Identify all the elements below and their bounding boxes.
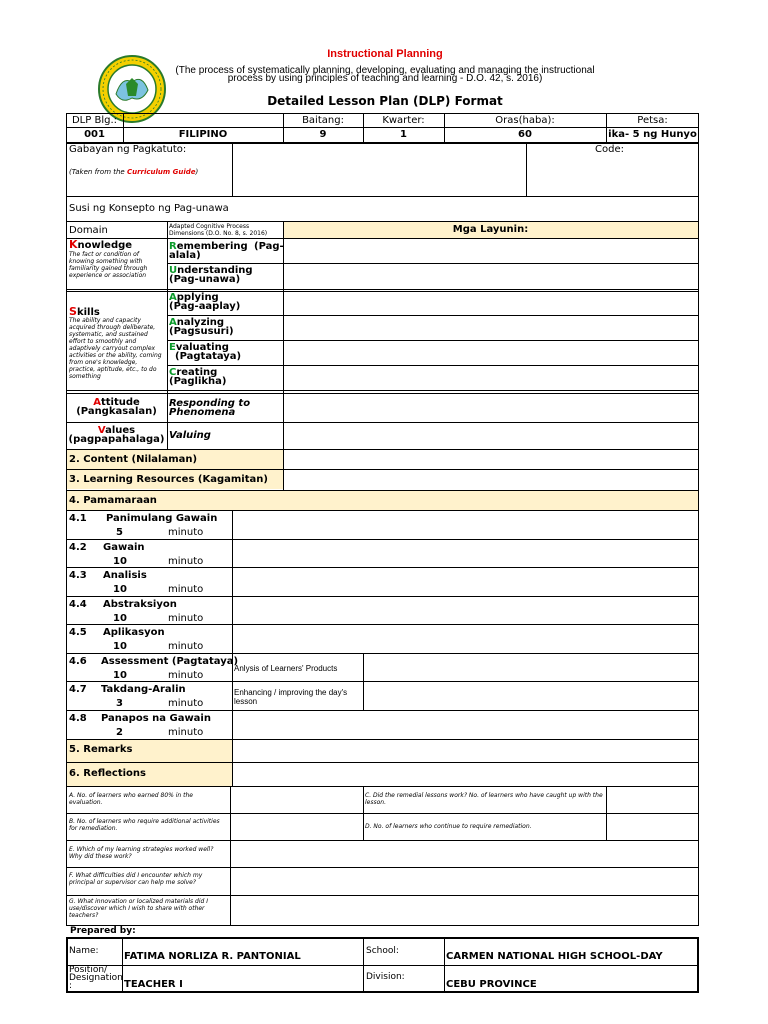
- step-7-mins: 3: [116, 698, 123, 709]
- skills-rest: kills: [76, 307, 100, 318]
- knowledge-rest: nowledge: [77, 240, 133, 251]
- oras-value: 60: [518, 129, 532, 140]
- kwarter-value: 1: [400, 129, 407, 140]
- baitang-value: 9: [319, 129, 327, 140]
- step-2-mins: 10: [113, 556, 127, 567]
- step-6-mins: 10: [113, 670, 127, 681]
- remarks-label: 5. Remarks: [69, 744, 133, 755]
- layunin-label: Mga Layunin:: [452, 224, 529, 235]
- remembering-tag: (Pag-: [254, 241, 284, 252]
- evaluating-cap: E: [169, 342, 176, 353]
- school-label: School:: [366, 946, 399, 956]
- pamamaraan-label: 4. Pamamaraan: [69, 495, 157, 506]
- attitude-level-1: Responding to: [169, 398, 251, 409]
- reflections-label: 6. Reflections: [69, 768, 146, 779]
- attitude-line2: (Pangkasalan): [76, 406, 157, 417]
- step-3-num: 4.3: [69, 570, 87, 581]
- pamamaraan-highlight: [67, 491, 698, 510]
- reflection-a: A. No. of learners who earned 80% in the evaluation.: [69, 792, 193, 806]
- creating-line2: (Paglikha): [169, 376, 227, 387]
- dimensions-label: Adapted Cognitive Process Dimensions (D.O. No. 8, s. 2016): [169, 223, 268, 237]
- division-value: CEBU PROVINCE: [446, 979, 537, 990]
- susi-label: Susi ng Konsepto ng Pag-unawa: [69, 203, 229, 214]
- step-6-note: Anlysis of Learners' Products: [234, 664, 338, 673]
- values-line2: (pagpapahalaga): [68, 434, 165, 445]
- step-7-unit: minuto: [168, 698, 204, 709]
- attitude-rest: ttitude: [100, 397, 140, 408]
- step-5-name: Aplikasyon: [103, 627, 165, 638]
- creating-rest: reating: [176, 367, 218, 378]
- position-label-1: Position/: [69, 965, 108, 975]
- step-7-name: Takdang-Aralin: [101, 684, 186, 695]
- step-5-unit: minuto: [168, 641, 204, 652]
- step-3-unit: minuto: [168, 584, 204, 595]
- attitude-level-2: Phenomena: [169, 407, 236, 418]
- position-value: TEACHER I: [124, 979, 183, 990]
- dlp-label: DLP Blg.:: [71, 115, 117, 126]
- step-8-num: 4.8: [69, 713, 87, 724]
- skills-desc: The ability and capacity acquired through deliberate, systematic, and sustained effort to smoothly and adaptively carryout complex activities or the ability, coming from one's knowledge, practice, aptitude, etc., to do something: [69, 317, 162, 380]
- step-6-name: Assessment (Pagtataya): [101, 656, 239, 667]
- step-2-num: 4.2: [69, 542, 87, 553]
- step-1-num: 4.1: [69, 513, 87, 524]
- step-7-note: Enhancing / improving the day's lesson: [234, 688, 348, 706]
- gabayan-label: Gabayan ng Pagkatuto:: [69, 144, 187, 155]
- name-value: FATIMA NORLIZA R. PANTONIAL: [124, 951, 301, 962]
- remembering-rest: emembering: [176, 241, 248, 252]
- step-7-num: 4.7: [69, 684, 87, 695]
- taken-prefix: (Taken from the: [69, 168, 127, 176]
- attitude-cap: A: [93, 397, 101, 408]
- dlp-value: 001: [84, 129, 105, 140]
- applying-cap: A: [169, 292, 177, 303]
- knowledge-desc: The fact or condition of knowing something with familiarity gained through experience or association: [69, 251, 148, 279]
- remembering-line2: alala): [169, 250, 201, 261]
- step-6-unit: minuto: [168, 670, 204, 681]
- step-1-name: Panimulang Gawain: [106, 513, 218, 524]
- evaluating-line2: (Pagtataya): [175, 351, 242, 362]
- creating-cap: C: [169, 367, 177, 378]
- reflection-f: F. What difficulties did I encounter which my principal or supervisor can help me solve?: [69, 872, 203, 886]
- petsa-value: ika- 5 ng Hunyo: [608, 129, 697, 140]
- step-3-name: Analisis: [103, 570, 147, 581]
- step-1-unit: minuto: [168, 527, 204, 538]
- analyzing-line2: (Pagsusuri): [169, 326, 234, 337]
- analyzing-rest: nalyzing: [176, 317, 225, 328]
- step-6-num: 4.6: [69, 656, 87, 667]
- values-rest: alues: [105, 425, 136, 436]
- kwarter-label: Kwarter:: [382, 115, 425, 126]
- applying-rest: pplying: [176, 292, 219, 303]
- taken-suffix: ): [195, 168, 199, 176]
- curriculum-guide-link: Curriculum Guide: [126, 168, 196, 176]
- content-label: 2. Content (Nilalaman): [69, 454, 198, 465]
- step-5-num: 4.5: [69, 627, 87, 638]
- reflection-b: B. No. of learners who require additional activities for remediation.: [69, 818, 220, 832]
- step-4-mins: 10: [113, 613, 127, 624]
- knowledge-cap: K: [69, 238, 78, 251]
- name-label: Name:: [69, 946, 99, 956]
- subtitle-line-1: (The process of systematically planning, developing, evaluating and managing the instructional: [175, 65, 595, 76]
- applying-line2: (Pag-aaplay): [169, 301, 241, 312]
- form-title: Detailed Lesson Plan (DLP) Format: [267, 94, 503, 108]
- oras-label: Oras(haba):: [495, 115, 555, 126]
- step-8-mins: 2: [116, 727, 123, 738]
- subtitle-line-2: process by using principles of teaching and learning - D.O. 42, s. 2016): [227, 73, 543, 84]
- step-4-name: Abstraksiyon: [103, 599, 177, 610]
- understanding-cap: U: [169, 265, 178, 276]
- reflection-g: G. What innovation or localized materials did I use/discover which I wish to share with other teachers?: [69, 898, 208, 919]
- resources-label: 3. Learning Resources (Kagamitan): [69, 474, 268, 485]
- skills-cap: S: [69, 305, 77, 318]
- knowledge-label: [69, 239, 132, 251]
- curriculum-guide-note: [69, 168, 198, 176]
- values-cap: V: [97, 425, 106, 436]
- understanding-line2: (Pag-unawa): [169, 274, 241, 285]
- reflection-d: D. No. of learners who continue to require remediation.: [365, 823, 532, 830]
- analyzing-cap: A: [169, 317, 177, 328]
- step-2-unit: minuto: [168, 556, 204, 567]
- domain-label: Domain: [69, 225, 108, 236]
- prepared-label: Prepared by:: [70, 926, 136, 936]
- step-8-unit: minuto: [168, 727, 204, 738]
- step-3-mins: 10: [113, 584, 127, 595]
- understanding-rest: nderstanding: [177, 265, 253, 276]
- position-label-2: Designation: [69, 973, 123, 983]
- petsa-label: Petsa:: [637, 115, 668, 126]
- remembering-cap: R: [169, 241, 177, 252]
- values-level: Valuing: [169, 430, 211, 441]
- step-8-name: Panapos na Gawain: [101, 713, 211, 724]
- subject-value: FILIPINO: [178, 129, 228, 140]
- step-5-mins: 10: [113, 641, 127, 652]
- reflection-c: C. Did the remedial lessons work? No. of learners who have caught up with the lesson.: [365, 792, 603, 806]
- school-value: CARMEN NATIONAL HIGH SCHOOL-DAY: [446, 951, 663, 962]
- code-label: Code:: [595, 144, 624, 155]
- division-label: Division:: [366, 972, 405, 982]
- evaluating-rest: valuating: [175, 342, 229, 353]
- heading: Instructional Planning: [327, 48, 443, 60]
- reflection-e: E. Which of my learning strategies worked well? Why did these work?: [69, 846, 214, 860]
- step-4-unit: minuto: [168, 613, 204, 624]
- step-1-mins: 5: [116, 527, 123, 538]
- step-4-num: 4.4: [69, 599, 87, 610]
- baitang-label: Baitang:: [302, 115, 344, 126]
- position-label-3: :: [69, 981, 73, 991]
- step-2-name: Gawain: [103, 542, 145, 553]
